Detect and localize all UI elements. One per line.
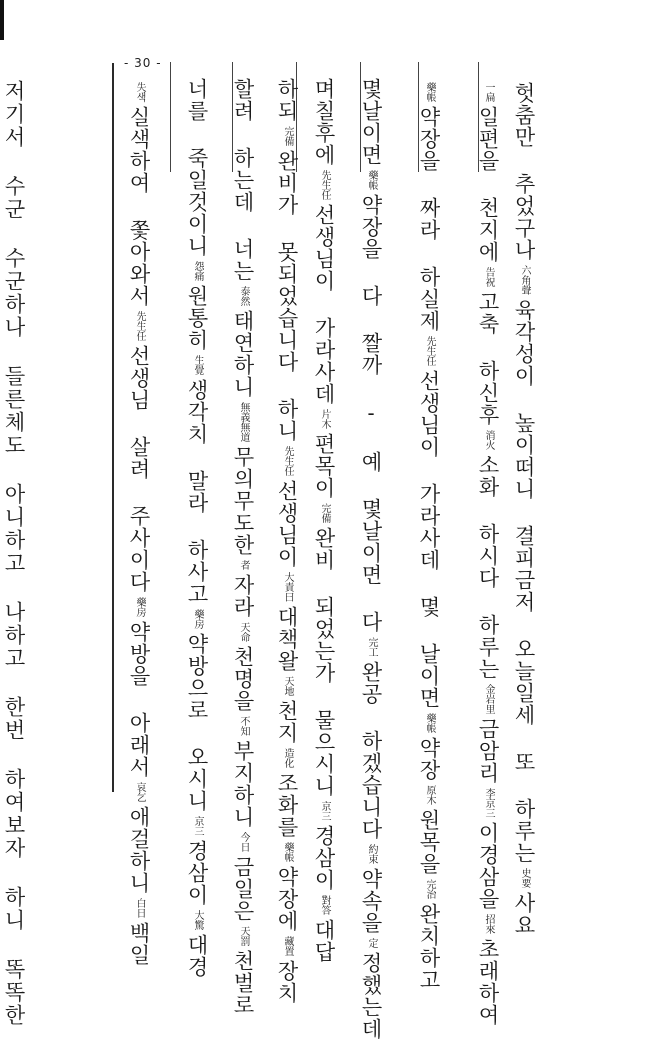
hanja-gloss: 史要 bbox=[519, 868, 530, 888]
hangul-text: 약장을 짜라 하실제 bbox=[417, 106, 441, 332]
hanja-gloss: 者 bbox=[238, 560, 249, 570]
hanja-gloss: 藥房 bbox=[134, 597, 145, 617]
hanja-gloss: 無義無道 bbox=[238, 402, 249, 442]
hangul-text: 무의무도한 bbox=[231, 446, 255, 556]
hanja-gloss: 大責曰 bbox=[282, 572, 293, 602]
hanja-gloss: 今日 bbox=[238, 832, 249, 852]
text-column-8 bbox=[186, 78, 207, 978]
hangul-text: 원목을 bbox=[417, 809, 441, 875]
hangul-text: 천지 bbox=[275, 700, 299, 744]
hanja-gloss: 大驚 bbox=[192, 910, 203, 930]
hanja-gloss: 金岩里 bbox=[483, 684, 494, 714]
text-column-3 bbox=[418, 78, 439, 991]
hangul-text: 완비 되었는가 물으시니 bbox=[312, 527, 336, 797]
hangul-text: 선생님이 가라사데 bbox=[312, 204, 336, 405]
hangul-text: 태연하니 bbox=[231, 310, 255, 398]
page-number: - 30 - bbox=[124, 56, 162, 70]
hanja-gloss: 天命 bbox=[238, 622, 249, 642]
hangul-text: 편목이 bbox=[312, 433, 336, 499]
hangul-text: 대책왈 bbox=[275, 606, 299, 672]
hanja-gloss: 約束 bbox=[366, 844, 377, 864]
hangul-text: 선생님이 가라사데 몇 날이면 bbox=[417, 370, 441, 709]
hanja-gloss: 先生任 bbox=[319, 170, 330, 200]
hangul-text: 대경 bbox=[185, 934, 209, 978]
hangul-text: 장치 bbox=[275, 960, 299, 1004]
text-column-4 bbox=[360, 78, 381, 1040]
hanja-gloss: 天地 bbox=[282, 676, 293, 696]
hangul-text: 금암리 bbox=[476, 718, 500, 784]
hangul-text: 천벌로 bbox=[231, 950, 255, 1016]
hanja-gloss: 天罰 bbox=[238, 926, 249, 946]
hangul-text: 원통히 bbox=[185, 285, 209, 351]
hangul-text: 너를 죽일것이니 bbox=[185, 78, 209, 257]
hangul-text: 백일 bbox=[127, 922, 151, 966]
hangul-text: 약장을 다 짤까 - 예 몇날이면 다 bbox=[359, 194, 383, 633]
hanja-gloss: 完備 bbox=[319, 503, 330, 523]
hangul-text: 일편을 천지에 bbox=[476, 106, 500, 263]
hanja-gloss: 藥帳 bbox=[282, 842, 293, 862]
hangul-text: 약장에 bbox=[275, 866, 299, 932]
text-column-7 bbox=[232, 78, 253, 1016]
hanja-gloss: 京三 bbox=[192, 816, 203, 836]
hangul-text: 이경삼을 bbox=[476, 822, 500, 910]
hangul-text: 할려 하는데 너는 bbox=[231, 78, 255, 282]
hangul-text: 육각성이 높이떠니 결피금저 오늘일세 또 하루는 bbox=[512, 299, 536, 864]
hanja-gloss: 藥帳 bbox=[424, 82, 435, 102]
hanja-gloss: 泰然 bbox=[238, 286, 249, 306]
hangul-text: 소화 하시다 하루는 bbox=[476, 454, 500, 680]
hanja-gloss: 京三 bbox=[319, 801, 330, 821]
hanja-gloss: 完備 bbox=[282, 126, 293, 146]
hangul-text: 완치하고 bbox=[417, 903, 441, 991]
hanja-gloss: 白日 bbox=[134, 898, 145, 918]
text-column-9 bbox=[128, 78, 149, 966]
hanja-gloss: 告祝 bbox=[483, 267, 494, 287]
hanja-gloss: 完治 bbox=[424, 879, 435, 899]
hangul-text: 약방으로 오시니 bbox=[185, 633, 209, 812]
hangul-text: 경삼이 bbox=[312, 825, 336, 891]
text-column-6 bbox=[276, 78, 297, 1004]
hanja-gloss: 先生任 bbox=[134, 311, 145, 341]
hangul-text: 약장 bbox=[417, 737, 441, 781]
hangul-text: 약속을 bbox=[359, 868, 383, 934]
hangul-text: 조화를 bbox=[275, 772, 299, 838]
hangul-text: 초래하여 bbox=[476, 938, 500, 1026]
hanja-gloss: 對答 bbox=[319, 895, 330, 915]
hanja-gloss: 招來 bbox=[483, 914, 494, 934]
hangul-text: 헛춤만 추었구나 bbox=[512, 82, 536, 261]
hanja-gloss: 先生任 bbox=[282, 446, 293, 476]
hangul-text: 약방을 아래서 bbox=[127, 621, 151, 778]
hanja-gloss: 一扁 bbox=[483, 82, 494, 102]
hanja-gloss: 六角聲 bbox=[519, 265, 530, 295]
hangul-text: 사요 bbox=[512, 892, 536, 936]
hangul-text: 부지하니 bbox=[231, 740, 255, 828]
hangul-text: 금일은 bbox=[231, 856, 255, 922]
hanja-gloss: 生覺 bbox=[192, 355, 203, 375]
hanja-gloss: 消火 bbox=[483, 430, 494, 450]
hangul-text: 애걸하니 bbox=[127, 806, 151, 894]
hanja-gloss: 藥帳 bbox=[366, 170, 377, 190]
hangul-text: 경삼이 bbox=[185, 840, 209, 906]
hangul-text: 고축 하신후 bbox=[476, 291, 500, 426]
hanja-gloss: 先生任 bbox=[424, 336, 435, 366]
hangul-text: 생각치 말라 하사고 bbox=[185, 379, 209, 605]
hanja-gloss: 哀乞 bbox=[134, 782, 145, 802]
hanja-gloss: 完工 bbox=[366, 637, 377, 657]
hanja-gloss: 藏置 bbox=[282, 936, 293, 956]
column-rule bbox=[170, 62, 171, 172]
hangul-text: 천명을 bbox=[231, 646, 255, 712]
hangul-text: 완비가 못되었습니다 하니 bbox=[275, 150, 299, 442]
text-column-5 bbox=[313, 78, 334, 963]
previous-page-text-line: 저기서 수군 수군하나 들른체도 아니하고 나하고 한번 하여보자 하니 똑똑한 bbox=[2, 80, 26, 1027]
hanja-gloss: 失색 bbox=[134, 82, 145, 102]
hangul-text: 하되 bbox=[275, 78, 299, 122]
hanja-gloss: 造化 bbox=[282, 748, 293, 768]
hangul-text: 자라 bbox=[231, 574, 255, 618]
hangul-text: 며칠후에 bbox=[312, 78, 336, 166]
hanja-gloss: 不知 bbox=[238, 716, 249, 736]
hangul-text: 정했는데 bbox=[359, 952, 383, 1040]
hanja-gloss: 片木 bbox=[319, 409, 330, 429]
hanja-gloss: 藥房 bbox=[192, 609, 203, 629]
hanja-gloss: 怨痛 bbox=[192, 261, 203, 281]
hangul-text: 완공 하겠습니다 bbox=[359, 661, 383, 840]
hanja-gloss: 原木 bbox=[424, 785, 435, 805]
binding-edge-mark bbox=[0, 0, 4, 40]
text-column-1 bbox=[513, 82, 534, 936]
hanja-gloss: 定 bbox=[366, 938, 377, 948]
text-column-2 bbox=[477, 78, 498, 1026]
hangul-text: 대답 bbox=[312, 919, 336, 963]
hanja-gloss: 藥帳 bbox=[424, 713, 435, 733]
hangul-text: 선생님 살려 주사이다 bbox=[127, 345, 151, 593]
hangul-text: 몇날이면 bbox=[359, 78, 383, 166]
hanja-gloss: 李京三 bbox=[483, 788, 494, 818]
page-divider-line bbox=[112, 63, 114, 792]
hangul-text: 실색하여 쫓아와서 bbox=[127, 106, 151, 307]
hangul-text: 선생님이 bbox=[275, 480, 299, 568]
